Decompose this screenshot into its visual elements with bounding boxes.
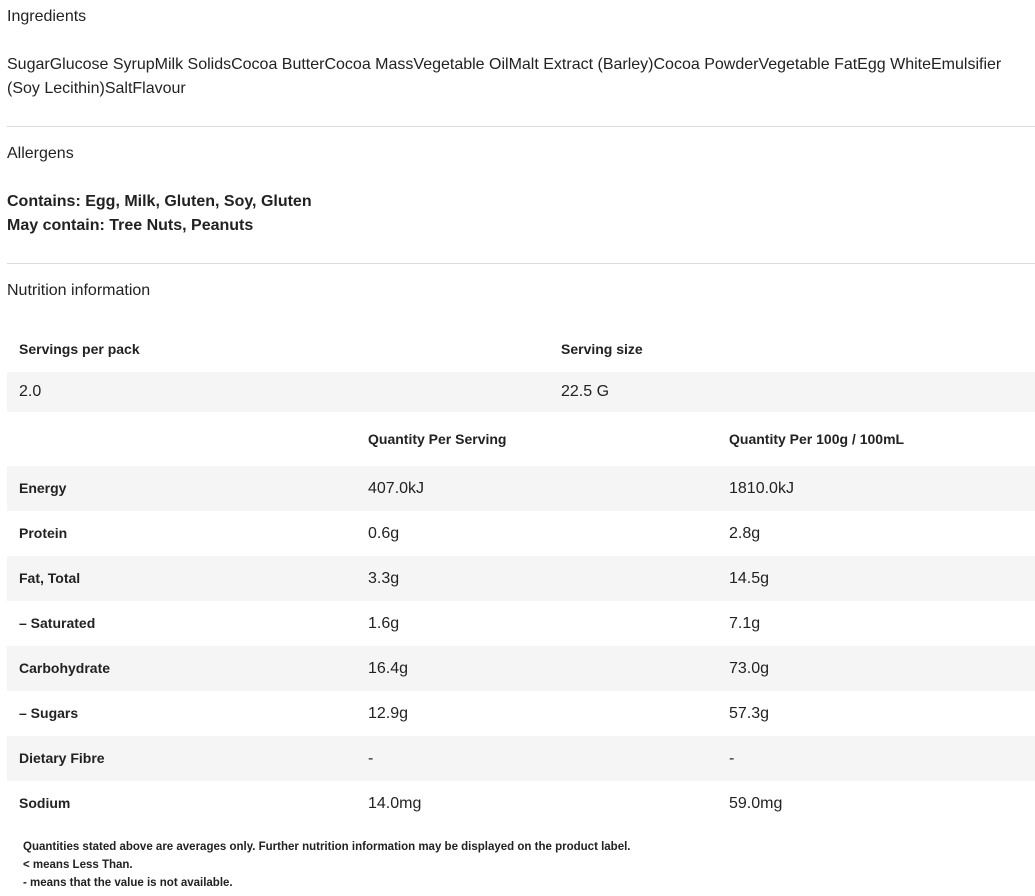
nutrient-name: – Saturated xyxy=(19,615,96,631)
nutrient-name: Fat, Total xyxy=(19,570,81,586)
nutrient-row xyxy=(7,646,1035,691)
nutrition-table xyxy=(7,327,1035,826)
nutrition-notes xyxy=(23,838,631,892)
nutrition-heading: Nutrition information xyxy=(7,282,151,299)
nutrient-per-serving: 1.6g xyxy=(368,615,400,632)
header-per-100: Quantity Per 100g / 100mL xyxy=(729,431,905,447)
nutrient-row xyxy=(7,556,1035,601)
nutrient-row xyxy=(7,781,1035,826)
nutrient-per-100: 1810.0kJ xyxy=(729,480,794,497)
nutrient-per-100: 59.0mg xyxy=(729,795,783,812)
header-per-serving: Quantity Per Serving xyxy=(368,431,507,447)
servings-value-row xyxy=(7,372,1035,412)
quantity-header-row xyxy=(7,412,1035,466)
nutrient-per-100: 73.0g xyxy=(729,660,770,677)
allergens-heading: Allergens xyxy=(7,145,74,162)
nutrient-name: Carbohydrate xyxy=(19,660,111,676)
nutrient-row xyxy=(7,466,1035,511)
nutrient-per-serving: 12.9g xyxy=(368,705,409,722)
serving-size-value: 22.5 G xyxy=(561,383,610,400)
nutrient-per-100: - xyxy=(729,750,735,767)
note-averages: Quantities stated above are averages only. Further nutrition information may be displayed on the product label. xyxy=(23,841,631,853)
nutrient-per-serving: 16.4g xyxy=(368,660,409,677)
allergens-contains: Contains: Egg, Milk, Gluten, Soy, Gluten xyxy=(7,193,312,210)
nutrient-per-serving: - xyxy=(368,750,374,767)
note-not-available: - means that the value is not available. xyxy=(23,877,233,889)
nutrient-per-100: 2.8g xyxy=(729,525,761,542)
nutrient-row xyxy=(7,736,1035,781)
nutrient-per-serving: 3.3g xyxy=(368,570,400,587)
nutrient-name: Protein xyxy=(19,525,68,541)
nutrient-per-serving: 407.0kJ xyxy=(368,480,425,497)
serving-size-label: Serving size xyxy=(561,341,643,357)
servings-header-row xyxy=(7,327,1035,372)
allergens-may-contain: May contain: Tree Nuts, Peanuts xyxy=(7,217,254,234)
section-divider xyxy=(7,263,1035,264)
nutrient-per-serving: 14.0mg xyxy=(368,795,422,812)
nutrient-per-100: 57.3g xyxy=(729,705,770,722)
ingredients-heading: Ingredients xyxy=(7,8,87,25)
nutrient-per-serving: 0.6g xyxy=(368,525,400,542)
note-less-than: < means Less Than. xyxy=(23,859,133,871)
nutrient-name: Sodium xyxy=(19,795,71,811)
servings-per-pack-label: Servings per pack xyxy=(19,341,140,357)
nutrient-per-100: 14.5g xyxy=(729,570,770,587)
nutrient-per-100: 7.1g xyxy=(729,615,761,632)
nutrient-row xyxy=(7,691,1035,736)
nutrient-row xyxy=(7,601,1035,646)
section-divider xyxy=(7,126,1035,127)
nutrient-name: Energy xyxy=(19,480,67,496)
nutrient-name: Dietary Fibre xyxy=(19,750,105,766)
ingredients-text: SugarGlucose SyrupMilk SolidsCocoa ButterCocoa MassVegetable OilMalt Extract (Barley)Cocoa PowderVegetable FatEgg WhiteEmulsifier (Soy Lecithin)SaltFlavour xyxy=(7,56,1002,97)
servings-per-pack-value: 2.0 xyxy=(19,383,42,400)
nutrient-row xyxy=(7,511,1035,556)
nutrient-name: – Sugars xyxy=(19,705,79,721)
